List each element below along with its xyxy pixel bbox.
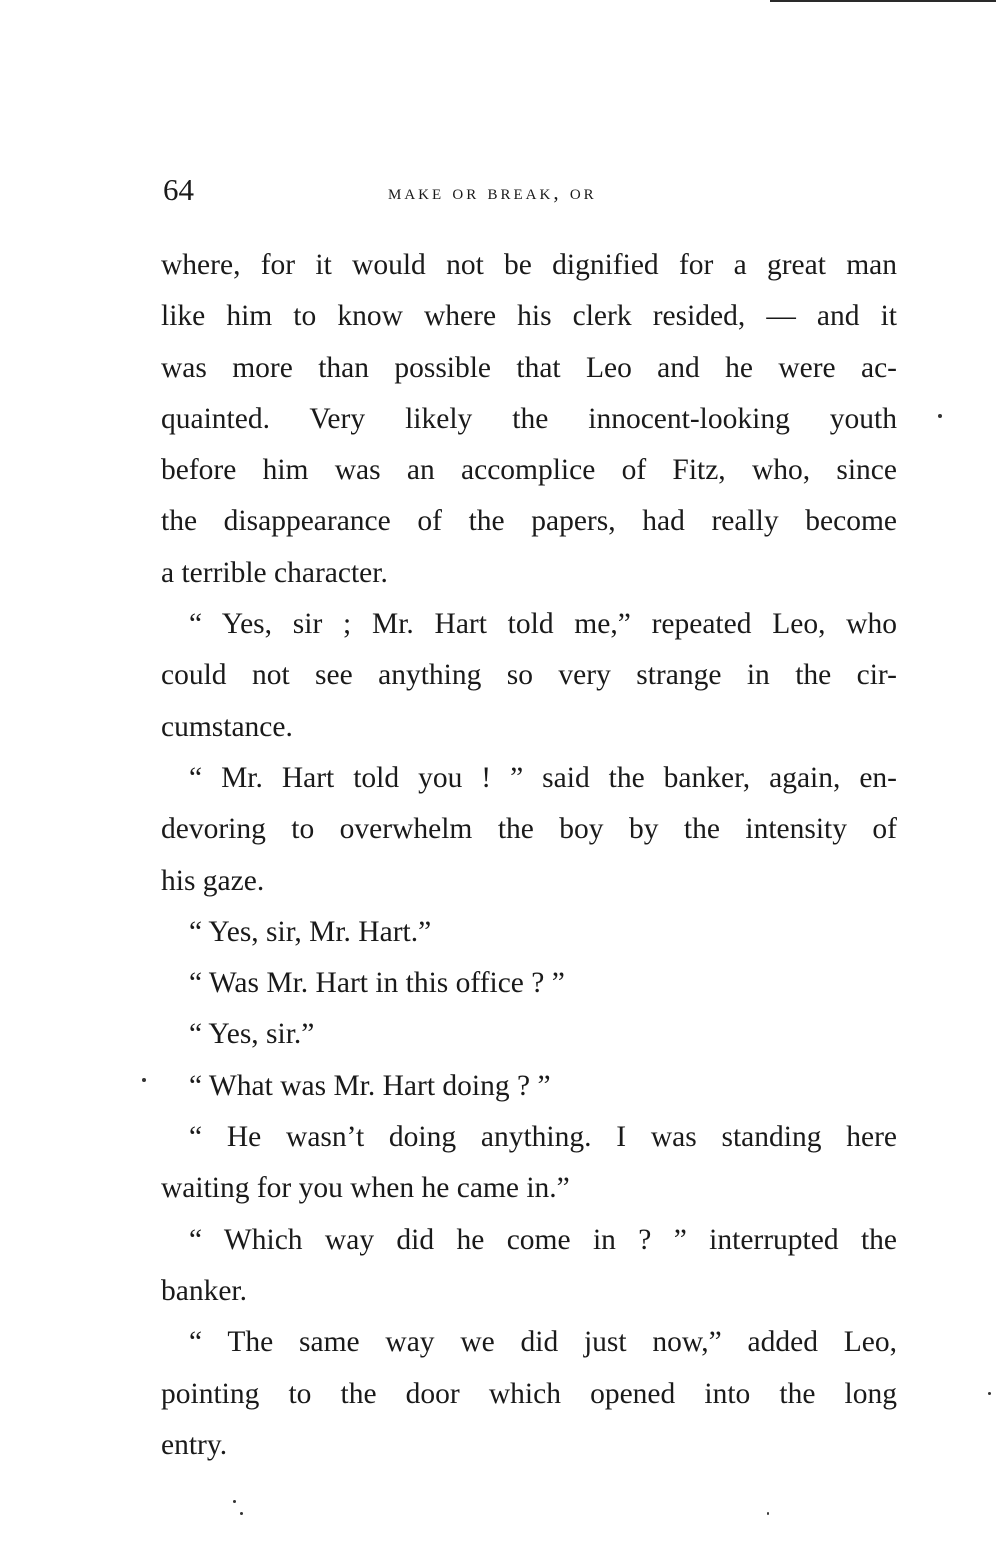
text-line: was more than possible that Leo and he were ac- — [161, 351, 897, 384]
text-line: banker. — [161, 1274, 248, 1307]
text-line: where, for it would not be dignified for a great man — [161, 249, 897, 281]
text-line: like him to know where his clerk resided, — and it — [161, 300, 897, 333]
text-line: “ Yes, sir.” — [189, 1018, 315, 1051]
top-edge-rule — [770, 0, 996, 2]
text-line: “ Which way did he come in ? ” interrupted the — [189, 1223, 897, 1256]
text-line: “ What was Mr. Hart doing ? ” — [189, 1069, 551, 1102]
body-text — [161, 240, 897, 1471]
text-line: devoring to overwhelm the boy by the intensity of — [161, 813, 897, 846]
text-line: his gaze. — [161, 864, 265, 897]
text-line: quainted. Very likely the innocent-looking youth — [161, 402, 897, 435]
text-line: before him was an accomplice of Fitz, who, since — [161, 454, 897, 487]
page-number: 64 — [163, 172, 194, 207]
scan-speck — [142, 1078, 146, 1082]
text-line: entry. — [161, 1428, 228, 1461]
text-line: “ Was Mr. Hart in this office ? ” — [189, 967, 565, 1000]
text-line: a terrible character. — [161, 556, 388, 589]
page-header — [163, 170, 898, 210]
running-title: make or break, or — [388, 180, 597, 204]
scan-speck — [988, 1392, 991, 1395]
text-line: “ He wasn’t doing anything. I was standing here — [189, 1121, 897, 1154]
text-line: pointing to the door which opened into the long — [161, 1377, 897, 1410]
text-line: cumstance. — [161, 710, 293, 743]
text-line: the disappearance of the papers, had really become — [161, 505, 897, 538]
scan-speck — [767, 1512, 769, 1515]
text-line: waiting for you when he came in.” — [161, 1172, 570, 1205]
scan-speck — [240, 1512, 243, 1515]
scan-speck — [938, 414, 942, 418]
text-line: “ Yes, sir, Mr. Hart.” — [189, 915, 432, 948]
scan-speck — [233, 1500, 236, 1503]
text-line: “ Mr. Hart told you ! ” said the banker, again, en- — [189, 761, 897, 794]
text-line: “ Yes, sir ; Mr. Hart told me,” repeated Leo, who — [189, 608, 897, 641]
text-line: could not see anything so very strange in the cir- — [161, 659, 897, 692]
text-line: “ The same way we did just now,” added Leo, — [189, 1326, 897, 1359]
